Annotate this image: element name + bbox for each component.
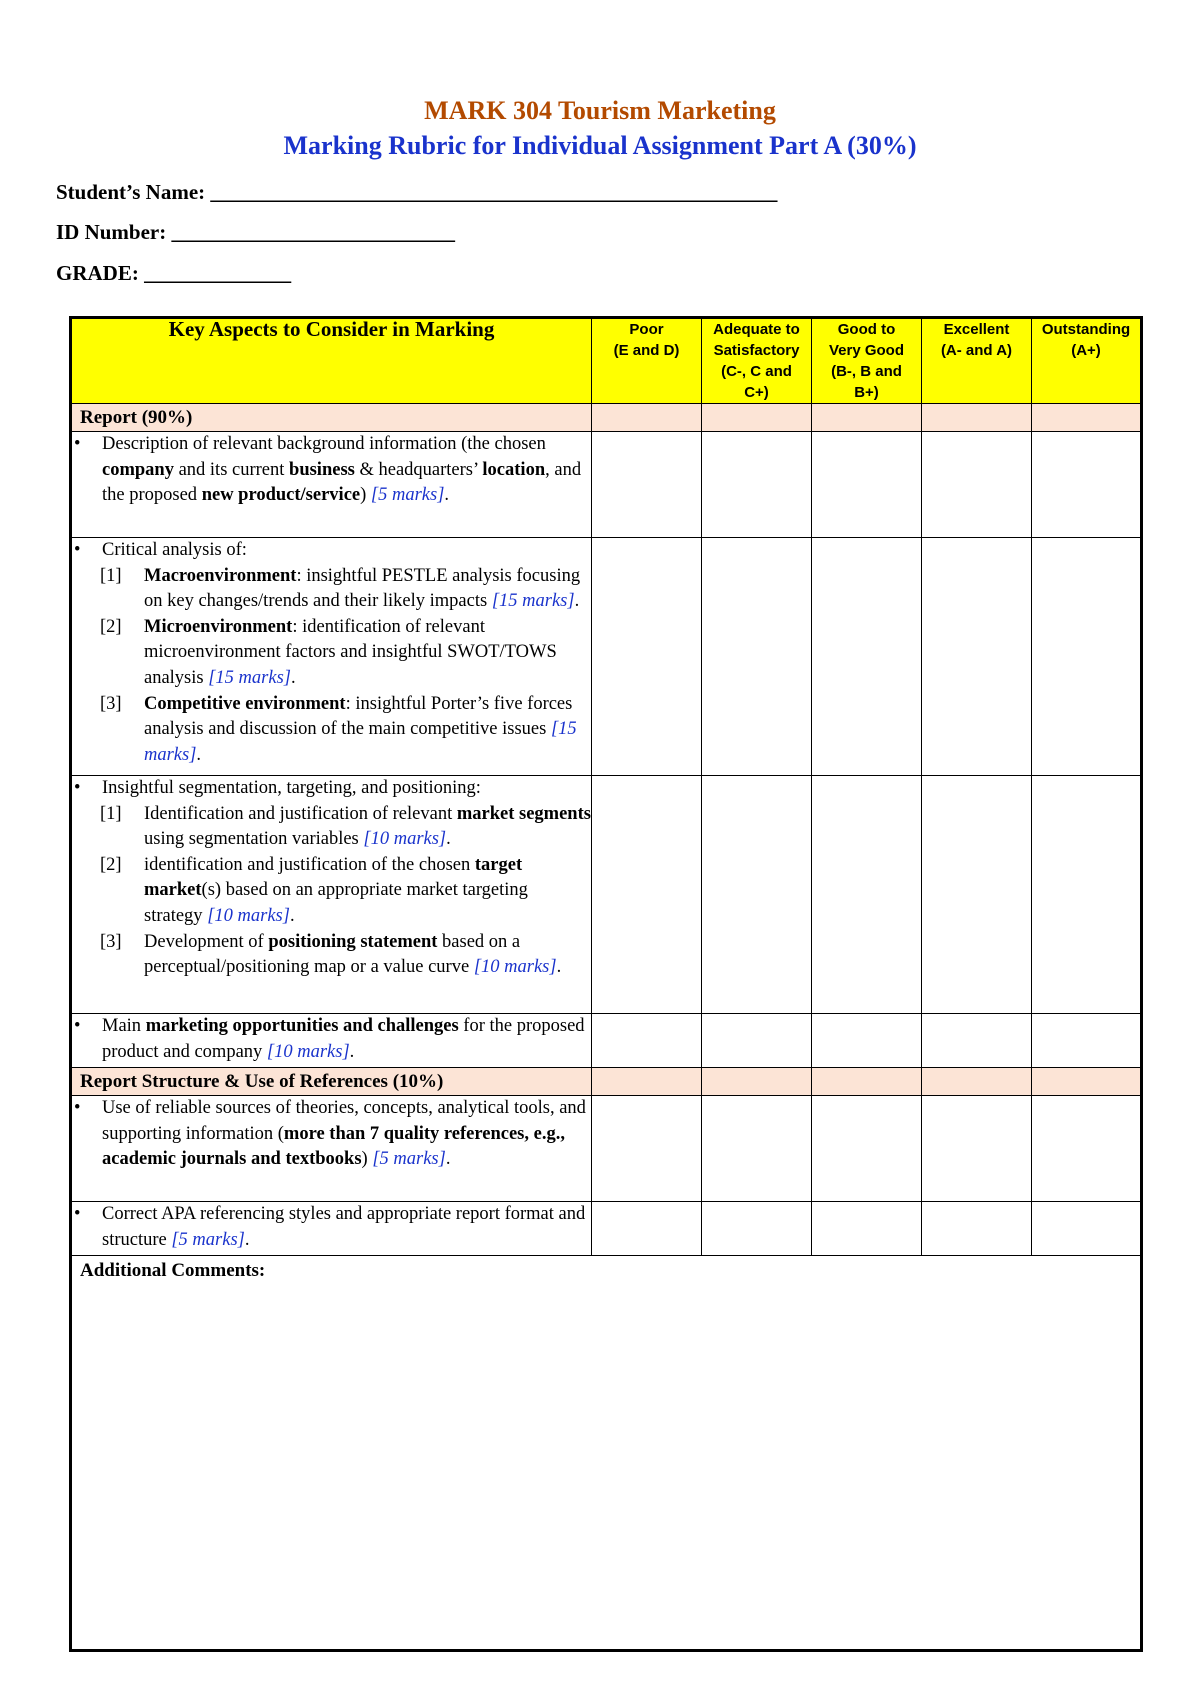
bullet-icon: • [74,540,81,560]
marks-label: [10 marks] [473,957,557,978]
marks-label: [5 marks] [370,485,445,506]
criterion-row [71,432,1142,538]
header-good [812,318,922,404]
grade-cell[interactable] [812,1096,922,1202]
sub-item: [1] Macroenvironment: insightful PESTLE analysis focusing on key changes/trends and their likely impacts [15 marks]. [100,565,581,612]
header-key-aspects: Key Aspects to Consider in Marking [71,318,592,404]
criterion-row [71,776,1142,1014]
sub-item: [3] Development of positioning statement based on a perceptual/positioning map or a value curve [10 marks]. [100,931,562,978]
section-label: Report (90%) [71,404,592,432]
grade-cell[interactable] [922,1096,1032,1202]
grade-cell[interactable] [812,1014,922,1068]
grade-cell[interactable] [1032,404,1142,432]
criterion-text: Description of relevant background information (the chosen company and its current business & headquarters’ location, and the proposed new product/service) [5 marks]. [102,434,582,506]
grade-cell[interactable] [702,404,812,432]
grade-cell[interactable] [702,1014,812,1068]
grade-cell[interactable] [702,1202,812,1256]
header-line: (E and D) [613,342,680,359]
grade-cell[interactable] [1032,776,1142,1014]
grade-cell[interactable] [1032,1014,1142,1068]
header-poor [592,318,702,404]
grade-cell[interactable] [922,1014,1032,1068]
section-structure [71,1068,1142,1096]
criterion-text: Critical analysis of: [102,540,247,560]
criterion-row [71,1202,1142,1256]
grade-cell[interactable] [922,1202,1032,1256]
criterion-row [71,1096,1142,1202]
header-adequate [702,318,812,404]
course-title: MARK 304 Tourism Marketing [424,96,776,125]
grade-cell[interactable] [812,776,922,1014]
grade-cell[interactable] [812,432,922,538]
grade-cell[interactable] [1032,1202,1142,1256]
criterion-text: Insightful segmentation, targeting, and positioning: [102,778,481,798]
header-line: B+) [854,384,879,401]
header-line: Outstanding [1041,321,1131,338]
bullet-icon: • [74,778,81,798]
grade-cell[interactable] [592,432,702,538]
criterion-background-info [71,432,592,538]
header-line: (B-, B and [831,363,902,380]
grade-cell[interactable] [592,1014,702,1068]
additional-comments[interactable]: Additional Comments: [71,1256,1142,1651]
marks-label: [10 marks] [266,1041,350,1062]
comments-row [71,1256,1142,1651]
grade-cell[interactable] [702,432,812,538]
marking-rubric-table [69,316,1143,1652]
grade-cell[interactable] [812,404,922,432]
grade-cell[interactable] [1032,1096,1142,1202]
grade-cell[interactable] [812,538,922,776]
criterion-text: Main marketing opportunities and challenges for the proposed product and company [10 marks]. [102,1016,585,1062]
grade-cell[interactable] [592,776,702,1014]
sub-item: [2] Microenvironment: identification of relevant microenvironment factors and insightful SWOT/TOWS analysis [15 marks]. [100,616,557,688]
header-line: Good to [837,321,896,338]
criterion-text: Use of reliable sources of theories, concepts, analytical tools, and supporting information (more than 7 quality references, e.g., academic journals and textbooks) [5 marks]. [102,1098,586,1170]
student-name-field: Student’s Name: ______________________________________________________ [56,180,778,204]
sub-item: [2] identification and justification of the chosen target market(s) based on an appropriate market targeting strategy [10 marks]. [100,854,528,926]
bullet-icon: • [74,1204,81,1224]
bullet-icon: • [74,1016,81,1036]
header-line: (A+) [1071,342,1101,359]
grade-cell[interactable] [922,1068,1032,1096]
grade-cell[interactable] [922,432,1032,538]
criterion-text: Correct APA referencing styles and appropriate report format and structure [5 marks]. [102,1204,586,1250]
grade-cell[interactable] [1032,432,1142,538]
marks-label: [10 marks] [363,829,447,850]
criterion-stp [71,776,592,1014]
header-line: Adequate to [713,321,800,338]
grade-cell[interactable] [1032,538,1142,776]
criterion-apa [71,1202,592,1256]
marks-label: [15 marks] [144,719,577,765]
grade-cell[interactable] [702,1096,812,1202]
marks-label: [15 marks] [208,667,291,688]
grade-cell[interactable] [592,1096,702,1202]
grade-cell[interactable] [702,538,812,776]
section-report [71,404,1142,432]
bullet-icon: • [74,1098,81,1118]
grade-cell[interactable] [592,404,702,432]
id-number-field: ID Number: ___________________________ [56,220,455,244]
header-line: (A- and A) [940,342,1013,359]
criterion-row [71,1014,1142,1068]
grade-cell[interactable] [812,1068,922,1096]
marks-label: [5 marks] [171,1229,245,1250]
header-line: Satisfactory [713,342,800,359]
grade-cell[interactable] [922,776,1032,1014]
criterion-references [71,1096,592,1202]
grade-cell[interactable] [592,1202,702,1256]
sub-item: [1] Identification and justification of relevant market segments using segmentation variables [10 marks]. [100,803,591,850]
header-line: (C-, C and [721,363,792,380]
header-line: Very Good [828,342,905,359]
grade-cell[interactable] [1032,1068,1142,1096]
grade-cell[interactable] [702,1068,812,1096]
grade-cell[interactable] [922,404,1032,432]
header-excellent [922,318,1032,404]
header-row [71,318,1142,404]
rubric-subtitle: Marking Rubric for Individual Assignment Part A (30%) [283,131,917,160]
grade-cell[interactable] [592,1068,702,1096]
header-line: Poor [629,321,664,338]
grade-cell[interactable] [812,1202,922,1256]
grade-cell[interactable] [922,538,1032,776]
header-outstanding [1032,318,1142,404]
criterion-row [71,538,1142,776]
grade-field: GRADE: ______________ [56,261,292,285]
header-line: C+) [744,384,769,401]
sub-item: [3] Competitive environment: insightful Porter’s five forces analysis and discussion of the main competitive issues [15 marks]. [100,693,577,765]
grade-cell[interactable] [592,538,702,776]
header-line: Excellent [943,321,1010,338]
criterion-critical-analysis [71,538,592,776]
bullet-icon: • [74,434,81,454]
criterion-opportunities [71,1014,592,1068]
grade-cell[interactable] [702,776,812,1014]
marks-label: [10 marks] [207,905,290,926]
section-label: Report Structure & Use of References (10%) [71,1068,592,1096]
marks-label: [5 marks] [372,1149,446,1170]
marks-label: [15 marks] [491,591,575,612]
